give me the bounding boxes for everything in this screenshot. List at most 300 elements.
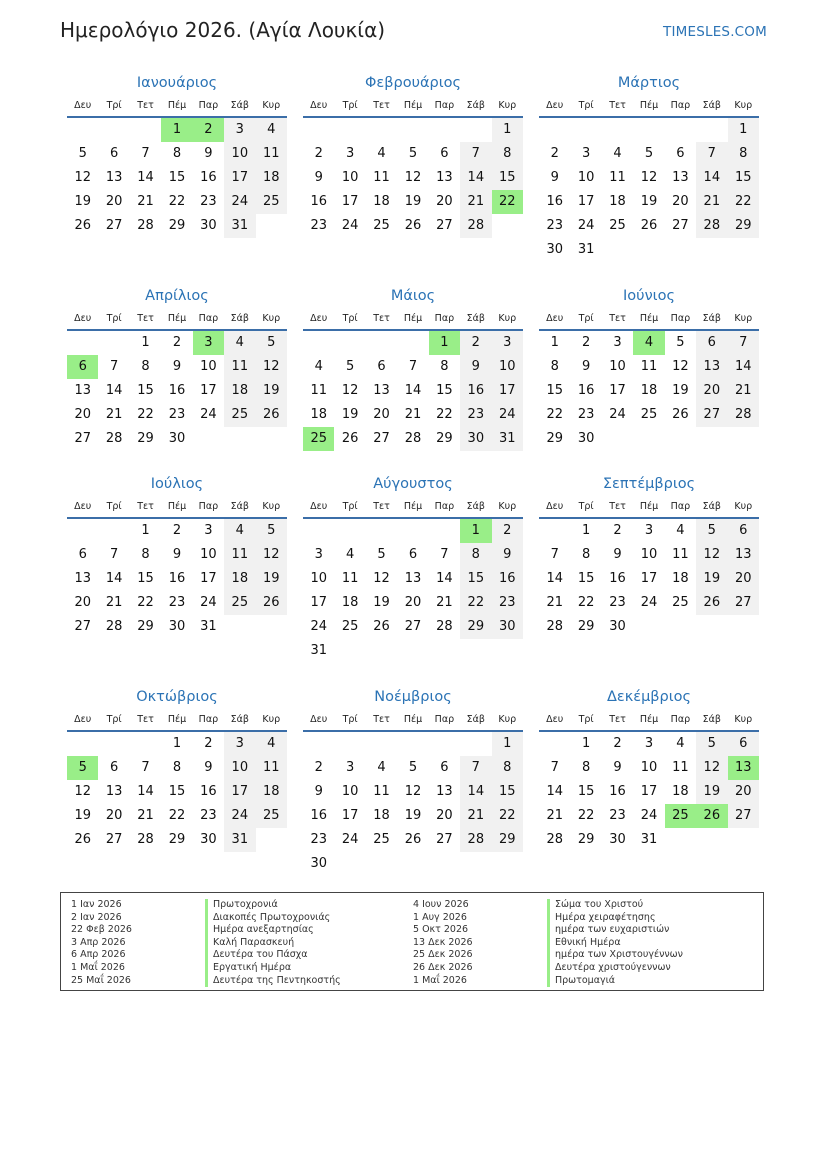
day-cell: 18 (672, 571, 689, 586)
day-cell: 13 (404, 571, 422, 586)
day-cell: 20 (74, 595, 91, 610)
day-cell: 29 (436, 431, 453, 446)
day-cell: 17 (609, 383, 626, 398)
day-cell: 31 (310, 643, 327, 658)
weekday-label: Τετ (137, 100, 154, 111)
day-cell: 24 (224, 804, 255, 828)
day-cell: 20 (404, 595, 422, 610)
day-cell: 14 (105, 571, 123, 586)
empty-cell (366, 732, 397, 756)
day-cell: 27 (74, 619, 91, 634)
day-cell: 2 (172, 523, 182, 538)
weekday-label: Πέμ (639, 313, 659, 324)
day-cell: 1 (581, 736, 591, 751)
day-cell: 17 (224, 780, 255, 804)
day-cell: 26 (256, 591, 287, 615)
day-cell: 20 (436, 808, 453, 823)
day-cell: 12 (404, 784, 422, 799)
day-cell: 2 (314, 760, 323, 775)
legend-names-right (547, 899, 683, 987)
day-cell: 5 (256, 519, 287, 543)
weekday-label: Τρί (106, 313, 122, 324)
legend-holiday-name: Εργατική Ημέρα (205, 962, 341, 975)
day-cell: 9 (550, 170, 559, 185)
month-block (303, 70, 523, 238)
weekday-label: Πέμ (403, 313, 423, 324)
legend-holiday-name: Διακοπές Πρωτοχρονιάς (205, 912, 341, 925)
day-cell: 23 (310, 832, 327, 847)
legend-holiday-name: Πρωτοχρονιά (205, 899, 341, 912)
day-cell: 25 (224, 403, 255, 427)
day-cell: 3 (314, 547, 323, 562)
day-grid (303, 519, 523, 663)
weekday-label: Παρ (198, 100, 219, 111)
day-cell: 30 (609, 832, 626, 847)
day-cell: 22 (436, 407, 453, 422)
weekday-label: Τρί (106, 714, 122, 725)
day-cell: 22 (460, 591, 491, 615)
day-cell: 14 (137, 784, 154, 799)
empty-cell (303, 118, 334, 142)
day-cell: 5 (644, 146, 654, 161)
day-cell: 10 (200, 359, 217, 374)
day-cell: 26 (672, 407, 689, 422)
legend-date: 5 Οκτ 2026 (413, 924, 469, 936)
day-cell: 2 (613, 523, 622, 538)
day-cell: 13 (436, 784, 453, 799)
day-cell: 27 (404, 619, 422, 634)
legend-holiday-name: ημέρα των ευχαριστιών (547, 924, 683, 937)
day-cell: 7 (141, 760, 150, 775)
day-cell: 29 (577, 619, 595, 634)
day-cell: 18 (609, 194, 626, 209)
day-cell: 12 (696, 543, 727, 567)
weekday-header (67, 710, 287, 732)
legend-holiday-name: Δευτέρα του Πάσχα (205, 949, 341, 962)
day-cell: 7 (728, 331, 759, 355)
empty-cell (98, 331, 129, 355)
day-cell: 16 (168, 383, 186, 398)
day-cell: 16 (310, 194, 327, 209)
day-cell: 8 (581, 760, 591, 775)
day-cell: 5 (78, 146, 87, 161)
day-cell: 4 (224, 519, 255, 543)
holiday-day-cell: 25 (303, 427, 334, 451)
month-name: Νοέμβριος (374, 689, 452, 705)
day-grid (67, 732, 287, 852)
day-cell: 11 (256, 756, 287, 780)
day-cell: 23 (200, 808, 217, 823)
weekday-label: Τετ (137, 714, 154, 725)
day-cell: 18 (256, 780, 287, 804)
day-cell: 28 (404, 431, 422, 446)
month-name: Ιούνιος (623, 288, 675, 304)
weekday-label: Δευ (546, 714, 564, 725)
month-block (303, 471, 523, 663)
legend-date: 22 Φεβ 2026 (71, 924, 132, 936)
weekday-label: Παρ (198, 501, 219, 512)
day-cell: 3 (644, 736, 654, 751)
weekday-label: Κυρ (734, 714, 753, 725)
legend-date: 2 Ιαν 2026 (71, 911, 122, 923)
day-cell: 22 (728, 190, 759, 214)
holiday-day-cell: 4 (633, 331, 664, 355)
day-cell: 28 (546, 619, 563, 634)
weekday-header (67, 309, 287, 331)
day-cell: 25 (672, 595, 689, 610)
day-cell: 1 (581, 523, 591, 538)
empty-cell (334, 118, 365, 142)
legend-holiday-name: Σώμα του Χριστού (547, 899, 683, 912)
day-cell: 30 (577, 431, 595, 446)
day-cell: 10 (609, 359, 626, 374)
day-cell: 8 (172, 760, 182, 775)
month-block (539, 70, 759, 262)
day-cell: 19 (672, 383, 689, 398)
empty-cell (98, 519, 129, 543)
day-cell: 4 (613, 146, 622, 161)
day-cell: 8 (550, 359, 559, 374)
day-cell: 26 (373, 619, 390, 634)
weekday-label: Κυρ (262, 313, 281, 324)
day-cell: 22 (137, 407, 154, 422)
empty-cell (130, 732, 161, 756)
day-cell: 30 (200, 218, 217, 233)
day-cell: 25 (373, 218, 390, 233)
weekday-header (539, 309, 759, 331)
day-cell: 15 (137, 383, 154, 398)
day-cell: 11 (672, 760, 689, 775)
day-grid (303, 118, 523, 238)
day-cell: 17 (200, 383, 217, 398)
empty-cell (366, 519, 397, 543)
weekday-label: Δευ (74, 313, 92, 324)
weekday-label: Τετ (609, 313, 626, 324)
holiday-day-cell: 1 (460, 519, 491, 543)
day-cell: 3 (204, 523, 213, 538)
legend-date: 25 Μαΐ 2026 (71, 974, 131, 986)
day-cell: 14 (728, 355, 759, 379)
day-cell: 26 (640, 218, 658, 233)
day-cell: 15 (577, 784, 595, 799)
day-cell: 20 (105, 808, 123, 823)
day-cell: 18 (373, 808, 390, 823)
month-name: Αύγουστος (373, 476, 453, 492)
weekday-label: Τετ (373, 501, 390, 512)
legend-date: 1 Ιαν 2026 (71, 899, 122, 910)
day-cell: 12 (341, 383, 359, 398)
day-cell: 15 (577, 571, 595, 586)
empty-cell (67, 732, 98, 756)
weekday-label: Πέμ (403, 714, 423, 725)
day-cell: 15 (137, 571, 154, 586)
day-cell: 26 (256, 403, 287, 427)
day-cell: 21 (137, 808, 154, 823)
empty-cell (602, 118, 633, 142)
day-cell: 23 (609, 595, 626, 610)
holiday-day-cell: 1 (161, 118, 192, 142)
day-cell: 31 (224, 214, 255, 238)
weekday-label: Παρ (670, 501, 691, 512)
weekday-label: Τρί (578, 714, 594, 725)
weekday-label: Τρί (342, 313, 358, 324)
day-cell: 3 (345, 146, 355, 161)
day-grid (539, 519, 759, 639)
weekday-label: Παρ (670, 100, 691, 111)
day-cell: 20 (672, 194, 689, 209)
day-cell: 2 (172, 335, 182, 350)
weekday-label: Τετ (609, 501, 626, 512)
day-cell: 23 (546, 218, 563, 233)
holiday-day-cell: 22 (492, 190, 523, 214)
day-cell: 19 (74, 194, 91, 209)
day-cell: 7 (141, 146, 150, 161)
weekday-label: Τρί (342, 501, 358, 512)
weekday-label: Τετ (609, 714, 626, 725)
day-cell: 31 (492, 427, 523, 451)
empty-cell (665, 118, 696, 142)
day-cell: 3 (224, 118, 255, 142)
day-cell: 19 (696, 780, 727, 804)
day-cell: 13 (436, 170, 453, 185)
day-cell: 23 (609, 808, 626, 823)
month-name: Σεπτέμβριος (602, 476, 696, 492)
weekday-label: Παρ (670, 714, 691, 725)
legend-date: 3 Απρ 2026 (71, 936, 126, 948)
weekday-label: Πέμ (639, 501, 659, 512)
weekday-label: Δευ (546, 100, 564, 111)
weekday-header (303, 497, 523, 519)
day-cell: 9 (204, 146, 213, 161)
day-cell: 15 (460, 567, 491, 591)
day-cell: 24 (640, 595, 658, 610)
day-cell: 31 (200, 619, 217, 634)
day-cell: 14 (105, 383, 123, 398)
weekday-label: Τετ (137, 313, 154, 324)
day-cell: 9 (581, 359, 591, 374)
day-grid (67, 519, 287, 639)
month-block (539, 684, 759, 852)
day-cell: 27 (728, 804, 759, 828)
day-cell: 8 (492, 756, 523, 780)
legend-dates-right (413, 899, 473, 987)
day-cell: 8 (460, 543, 491, 567)
day-cell: 6 (440, 146, 449, 161)
empty-cell (429, 118, 460, 142)
day-cell: 21 (404, 407, 422, 422)
day-cell: 2 (581, 335, 591, 350)
brand-link[interactable]: TIMESLES.COM (663, 24, 767, 40)
weekday-label: Παρ (434, 313, 455, 324)
day-cell: 1 (141, 335, 150, 350)
day-cell: 8 (492, 142, 523, 166)
day-cell: 24 (492, 403, 523, 427)
weekday-label: Σάβ (230, 714, 249, 725)
empty-cell (334, 331, 365, 355)
day-cell: 7 (440, 547, 449, 562)
empty-cell (696, 118, 727, 142)
day-cell: 29 (137, 619, 154, 634)
day-cell: 24 (224, 190, 255, 214)
day-cell: 5 (696, 519, 727, 543)
day-cell: 6 (408, 547, 418, 562)
empty-cell (397, 331, 428, 355)
weekday-label: Πέμ (167, 714, 187, 725)
month-name: Μάιος (390, 288, 436, 304)
day-cell: 4 (256, 118, 287, 142)
weekday-label: Τετ (373, 714, 390, 725)
empty-cell (570, 118, 601, 142)
day-cell: 27 (105, 218, 123, 233)
day-cell: 18 (640, 383, 658, 398)
empty-cell (334, 519, 365, 543)
day-cell: 9 (314, 170, 323, 185)
day-cell: 6 (78, 547, 87, 562)
day-cell: 15 (436, 383, 453, 398)
day-cell: 3 (224, 732, 255, 756)
day-cell: 23 (460, 403, 491, 427)
empty-cell (460, 732, 491, 756)
day-cell: 12 (373, 571, 390, 586)
day-cell: 1 (492, 732, 523, 756)
day-cell: 28 (460, 828, 491, 852)
day-cell: 7 (408, 359, 418, 374)
weekday-header (303, 710, 523, 732)
empty-cell (98, 732, 129, 756)
day-cell: 18 (310, 407, 327, 422)
day-cell: 9 (172, 547, 182, 562)
day-cell: 10 (492, 355, 523, 379)
day-cell: 19 (404, 808, 422, 823)
weekday-header (303, 96, 523, 118)
legend-holiday-name: Εθνική Ημέρα (547, 937, 683, 950)
day-cell: 18 (224, 567, 255, 591)
day-cell: 13 (74, 383, 91, 398)
day-cell: 10 (577, 170, 595, 185)
day-cell: 16 (168, 571, 186, 586)
month-block (67, 283, 287, 451)
weekday-label: Τρί (578, 501, 594, 512)
weekday-label: Πέμ (403, 501, 423, 512)
empty-cell (303, 732, 334, 756)
day-cell: 4 (345, 547, 355, 562)
day-cell: 5 (696, 732, 727, 756)
weekday-label: Δευ (74, 714, 92, 725)
legend-date: 26 Δεκ 2026 (413, 961, 473, 973)
day-cell: 15 (546, 383, 563, 398)
empty-cell (67, 519, 98, 543)
weekday-header (67, 497, 287, 519)
day-cell: 29 (728, 214, 759, 238)
day-cell: 15 (168, 170, 186, 185)
day-cell: 19 (373, 595, 390, 610)
day-cell: 24 (577, 218, 595, 233)
day-cell: 24 (609, 407, 626, 422)
legend-dates-left (71, 899, 132, 987)
day-cell: 31 (640, 832, 658, 847)
weekday-label: Πέμ (403, 100, 423, 111)
legend-holiday-name: Πρωτομαγιά (547, 975, 683, 988)
day-cell: 9 (613, 547, 622, 562)
day-cell: 17 (577, 194, 595, 209)
day-cell: 4 (224, 331, 255, 355)
weekday-label: Σάβ (702, 100, 721, 111)
day-cell: 27 (436, 218, 453, 233)
day-cell: 26 (74, 218, 91, 233)
empty-cell (460, 118, 491, 142)
legend-date: 13 Δεκ 2026 (413, 936, 473, 948)
day-cell: 21 (546, 808, 563, 823)
legend-names-left (205, 899, 341, 987)
day-cell: 9 (460, 355, 491, 379)
day-cell: 1 (141, 523, 150, 538)
day-cell: 29 (168, 832, 186, 847)
empty-cell (98, 118, 129, 142)
day-cell: 30 (609, 619, 626, 634)
day-cell: 2 (550, 146, 559, 161)
day-cell: 8 (440, 359, 449, 374)
holiday-day-cell: 1 (429, 331, 460, 355)
legend-date: 1 Αυγ 2026 (413, 911, 467, 923)
day-cell: 26 (404, 218, 422, 233)
legend-date: 1 Μαΐ 2026 (413, 974, 467, 986)
day-cell: 19 (341, 407, 359, 422)
day-cell: 3 (644, 523, 654, 538)
day-cell: 6 (377, 359, 386, 374)
weekday-label: Πέμ (167, 313, 187, 324)
day-cell: 19 (640, 194, 658, 209)
day-cell: 13 (105, 784, 123, 799)
day-cell: 23 (577, 407, 595, 422)
day-cell: 13 (105, 170, 123, 185)
day-cell: 15 (168, 784, 186, 799)
day-cell: 1 (550, 335, 559, 350)
day-cell: 14 (460, 780, 491, 804)
day-cell: 24 (310, 619, 327, 634)
weekday-label: Κυρ (498, 313, 517, 324)
day-cell: 22 (577, 808, 595, 823)
weekday-label: Δευ (310, 501, 328, 512)
day-cell: 2 (314, 146, 323, 161)
empty-cell (67, 331, 98, 355)
weekday-label: Παρ (434, 501, 455, 512)
month-block (539, 471, 759, 639)
holiday-day-cell: 5 (67, 756, 98, 780)
day-cell: 6 (696, 331, 727, 355)
weekday-label: Κυρ (262, 501, 281, 512)
day-cell: 6 (676, 146, 685, 161)
day-cell: 22 (168, 808, 186, 823)
weekday-label: Κυρ (734, 100, 753, 111)
day-cell: 17 (310, 595, 327, 610)
legend-date: 6 Απρ 2026 (71, 949, 126, 961)
legend-holiday-name: Ημέρα χειραφέτησης (547, 912, 683, 925)
weekday-label: Δευ (310, 313, 328, 324)
weekday-label: Δευ (74, 501, 92, 512)
weekday-label: Κυρ (262, 714, 281, 725)
day-cell: 27 (436, 832, 453, 847)
day-cell: 21 (137, 194, 154, 209)
day-cell: 23 (168, 595, 186, 610)
day-cell: 16 (577, 383, 595, 398)
day-grid (67, 118, 287, 238)
day-cell: 7 (109, 547, 119, 562)
day-cell: 29 (460, 615, 491, 639)
day-cell: 30 (546, 242, 563, 257)
day-cell: 26 (696, 591, 727, 615)
empty-cell (366, 118, 397, 142)
weekday-label: Τρί (342, 714, 358, 725)
